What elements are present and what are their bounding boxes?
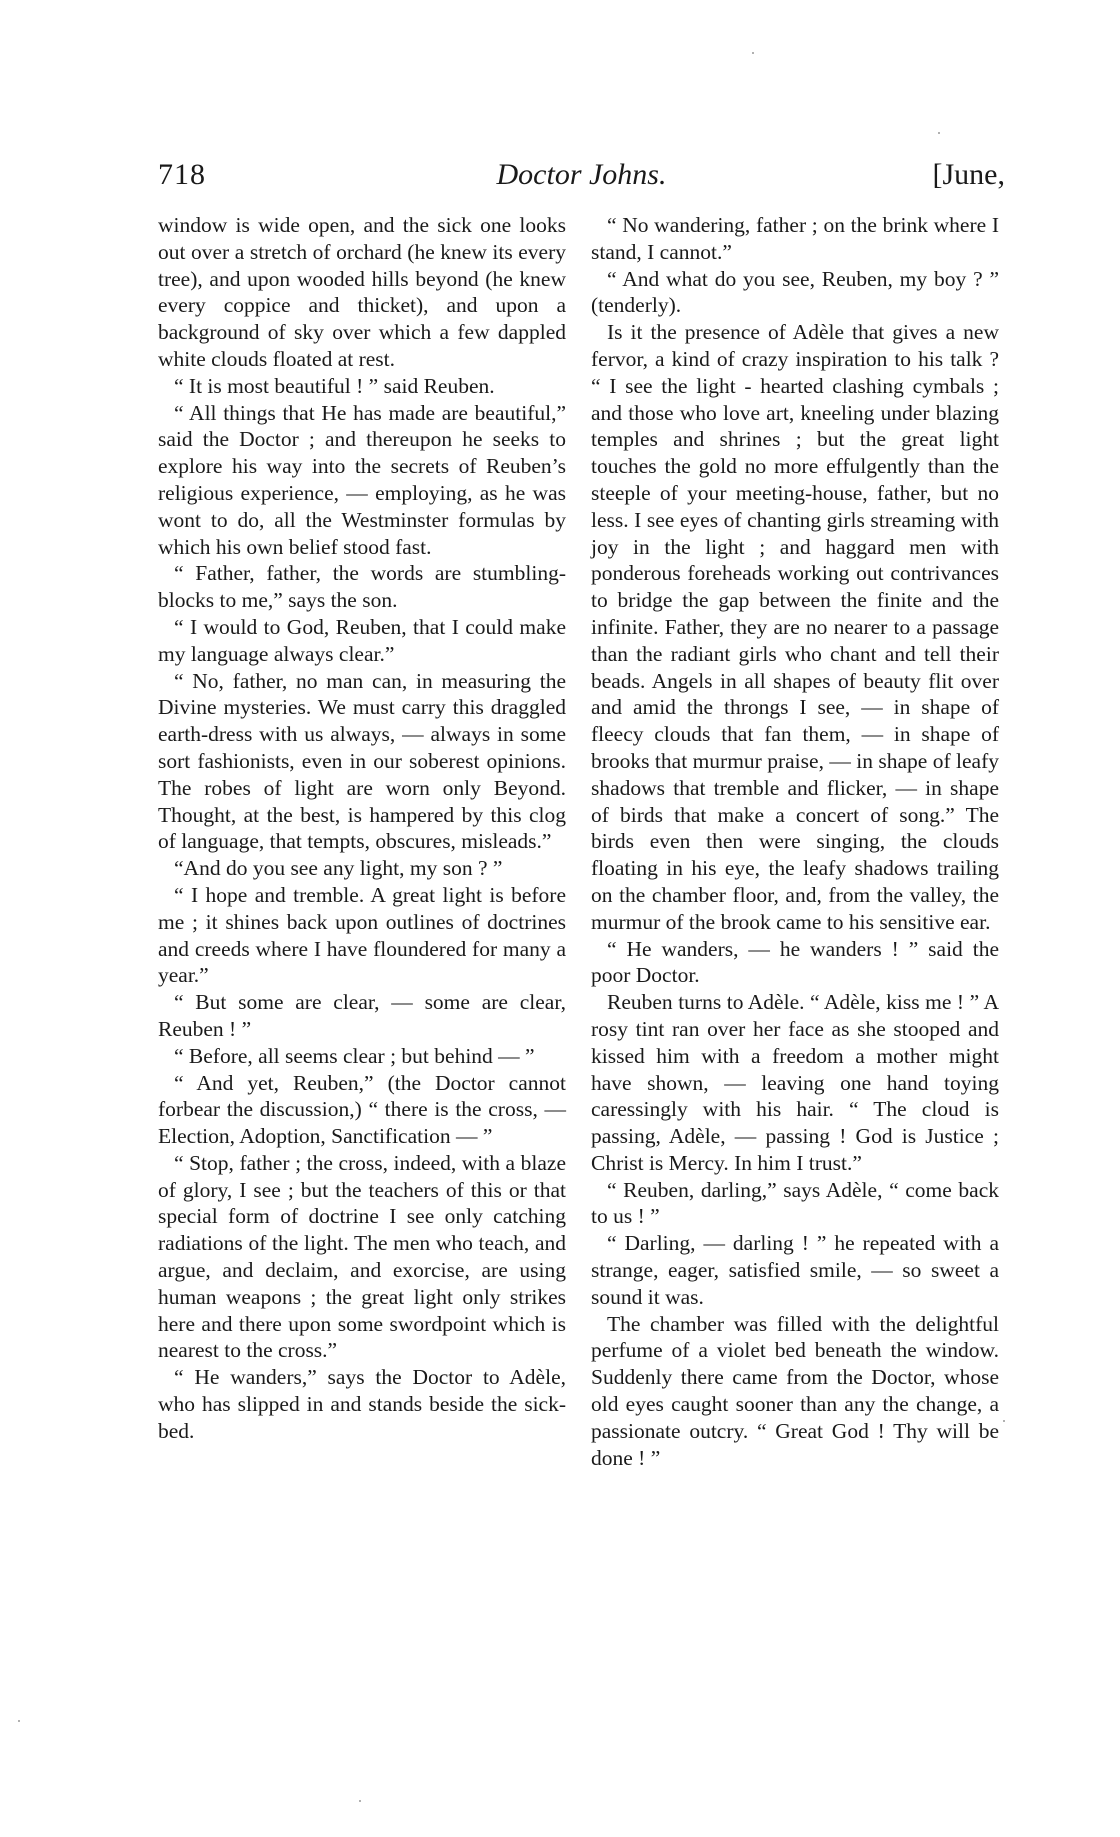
paper-speck — [1003, 1420, 1005, 1422]
paper-speck — [752, 52, 754, 54]
paragraph: “ And yet, Reuben,” (the Doctor cannot forbear the discussion,) “ there is the cross, — Election, Adoption, Sanctification — ” — [158, 1070, 566, 1149]
paragraph: “ He wanders, — he wanders ! ” said the poor Doctor. — [591, 936, 999, 988]
paragraph: “ All things that He has made are beautiful,” said the Doctor ; and thereupon he seeks to explore his way into the secrets of Reuben’s religious experience, — employing, as he was wont to do, all the Westminster formulas by which his own belief stood fast. — [158, 400, 566, 559]
running-month: [June, — [932, 158, 1005, 191]
paragraph: “ Reuben, darling,” says Adèle, “ come back to us ! ” — [591, 1177, 999, 1229]
running-title: Doctor Johns. — [496, 158, 667, 191]
paper-speck — [359, 1800, 361, 1802]
paragraph: “ He wanders,” says the Doctor to Adèle, who has slipped in and stands beside the sick-bed. — [158, 1365, 566, 1443]
paragraph: “ But some are clear, — some are clear, Reuben ! ” — [158, 990, 566, 1041]
paper-speck — [938, 132, 940, 134]
left-column — [158, 212, 566, 1445]
paper-speck — [18, 1720, 20, 1722]
running-head — [158, 153, 1005, 197]
right-column — [591, 212, 999, 1471]
paragraph: “ Stop, father ; the cross, indeed, with a blaze of glory, I see ; but the teachers of this or that special form of doctrine I see only catching radiations of the light. The men who teach, and argue, and declaim, and exorcise, are using human weapons ; the great light only strikes here and there upon some swordpoint which is nearest to the cross.” — [158, 1150, 566, 1363]
paragraph: “ It is most beautiful ! ” said Reuben. — [174, 373, 495, 398]
page-number: 718 — [158, 158, 206, 191]
paragraph: “ And what do you see, Reuben, my boy ? ” (tenderly). — [591, 266, 999, 318]
paragraph: “ Before, all seems clear ; but behind — ” — [174, 1043, 535, 1068]
paragraph: window is wide open, and the sick one looks out over a stretch of orchard (he knew its every tree), and upon wooded hills beyond (he knew every coppice and thicket), and upon a background of sky over which a few dappled white clouds floated at rest. — [158, 213, 566, 371]
paragraph: “ No wandering, father ; on the brink where I stand, I cannot.” — [591, 213, 999, 264]
paragraph: “ I would to God, Reuben, that I could make my language always clear.” — [158, 614, 566, 666]
paragraph: “ Darling, — darling ! ” he repeated with a strange, eager, satisfied smile, — so sweet a sound it was. — [591, 1231, 999, 1309]
paragraph: “ I hope and tremble. A great light is before me ; it shines back upon outlines of doctrines and creeds where I have floundered for many a year.” — [158, 882, 566, 988]
paragraph: Is it the presence of Adèle that gives a new fervor, a kind of crazy inspiration to his talk ? “ I see the light - hearted clashing cymbals ; and those who love art, kneeling under blazing temples and shrines ; but the great light touches the gold no more effulgently than the steeple of your meeting-house, father, but no less. I see eyes of chanting girls streaming with joy in the light ; and haggard men with ponderous foreheads working out contrivances to bridge the gap between the finite and the infinite. Father, they are no nearer to a passage than the radiant girls who chant and tell their beads. Angels in all shapes of beauty flit over and amid the throngs I see, — in shape of fleecy clouds that fan them, — in shape of brooks that murmur praise, — in shape of leafy shadows that tremble and flicker, — in shape of birds that make a concert of song.” The birds even then were singing, the clouds floating in his eye, the leafy shadows trailing on the chamber floor, and, from the valley, the murmur of the brook came to his sensitive ear. — [591, 320, 999, 934]
paragraph: Reuben turns to Adèle. “ Adèle, kiss me ! ” A rosy tint ran over her face as she stooped and kissed him with a freedom a mother might have shown, — leaving one hand toying caressingly with his hair. “ The cloud is passing, Adèle, — passing ! God is Justice ; Christ is Mercy. In him I trust.” — [591, 990, 999, 1175]
paragraph: The chamber was filled with the delightful perfume of a violet bed beneath the window. Suddenly there came from the Doctor, whose old eyes caught sooner than any the change, a passionate outcry. “ Great God ! Thy will be done ! ” — [591, 1311, 999, 1470]
paragraph: “ Father, father, the words are stumbling-blocks to me,” says the son. — [158, 561, 566, 613]
paragraph: “And do you see any light, my son ? ” — [174, 856, 503, 881]
paragraph: “ No, father, no man can, in measuring the Divine mysteries. We must carry this draggled earth-dress with us always, — always in some sort fashionists, even in our soberest opinions. The robes of light are worn only Beyond. Thought, at the best, is hampered by this clog of language, that tempts, obscures, misleads.” — [158, 668, 566, 854]
